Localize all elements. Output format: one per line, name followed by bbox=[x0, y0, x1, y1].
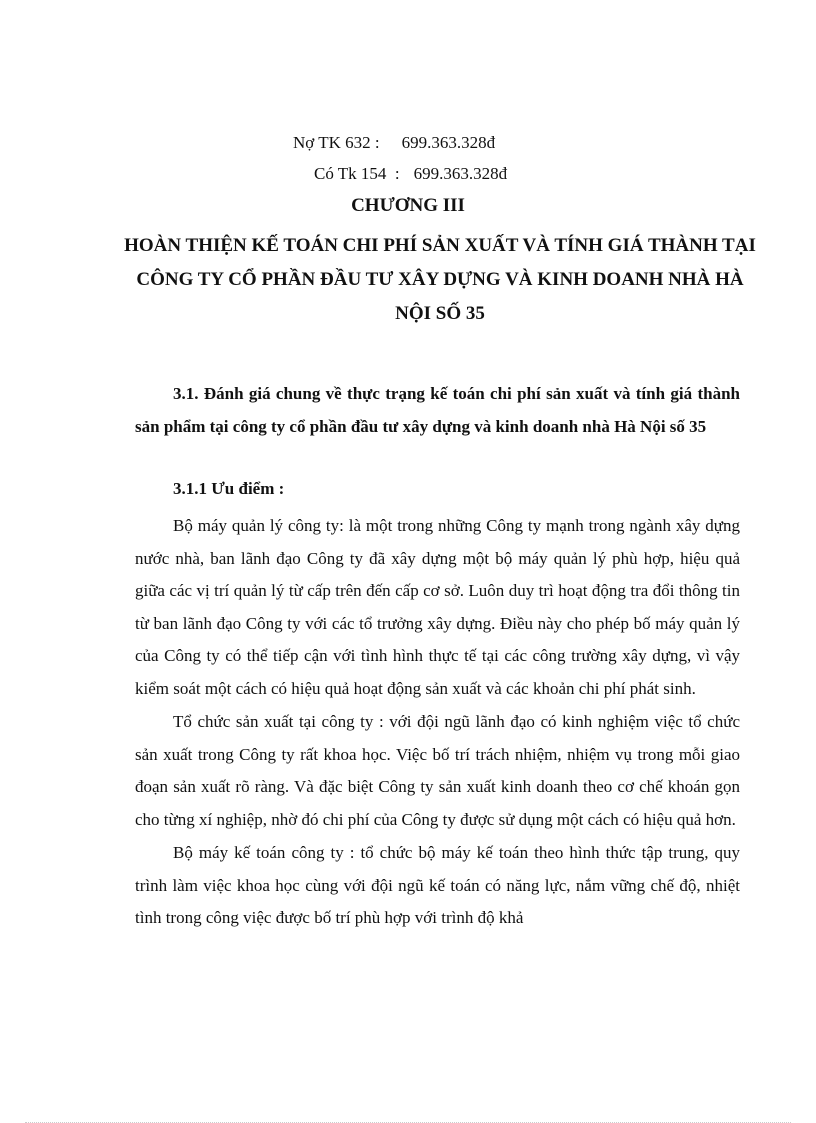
credit-entry bbox=[314, 164, 507, 184]
chapter-number: CHƯƠNG III bbox=[351, 195, 465, 216]
paragraph-management: Bộ máy quản lý công ty: là một trong những Công ty mạnh trong ngành xây dựng nước nhà, ban lãnh đạo Công ty đã xây dựng một bộ máy quản lý phù hợp, hiệu quả giữa các vị trí quản lý từ cấp trên đến cấp cơ sở. Luôn duy trì hoạt động tra đổi thông tin từ ban lãnh đạo Công ty với các tổ trưởng xây dựng. Điều này cho phép bố máy quản lý của Công ty có thể tiếp cận với tình hình thực tế tại các công trường xây dựng, vì vậy kiểm soát một cách có hiệu quả hoạt động sản xuất và các khoản chi phí phát sinh. bbox=[135, 516, 740, 698]
debit-entry bbox=[293, 133, 495, 153]
subsection-heading: 3.1.1 Ưu điểm : bbox=[173, 479, 285, 498]
credit-amount: 699.363.328đ bbox=[413, 164, 508, 183]
paragraph-production: Tổ chức sản xuất tại công ty : với đội ngũ lãnh đạo có kinh nghiệm việc tổ chức sản xuất trong Công ty rất khoa học. Việc bố trí trách nhiệm, nhiệm vụ trong mỗi giao đoạn sản xuất rõ ràng. Và đặc biệt Công ty sản xuất kinh doanh theo cơ chế khoán gọn cho từng xí nghiệp, nhờ đó chi phí của Công ty được sử dụng một cách có hiệu quả hơn. bbox=[135, 712, 740, 829]
debit-label: Nợ TK 632 : bbox=[293, 133, 380, 152]
body-text bbox=[135, 510, 740, 936]
debit-amount: 699.363.328đ bbox=[401, 133, 496, 152]
section-heading: 3.1. Đánh giá chung về thực trạng kế toán chi phí sản xuất và tính giá thành sản phẩm tại công ty cổ phần đầu tư xây dựng và kinh doanh nhà Hà Nội số 35 bbox=[135, 384, 740, 436]
credit-label: Có Tk 154 : bbox=[314, 164, 400, 183]
chapter-title: HOÀN THIỆN KẾ TOÁN CHI PHÍ SẢN XUẤT VÀ TÍNH GIÁ THÀNH TẠI CÔNG TY CỔ PHẦN ĐẦU TƯ XÂY DỰNG VÀ KINH DOANH NHÀ HÀ NỘI SỐ 35 bbox=[124, 235, 756, 324]
paragraph-accounting: Bộ máy kế toán công ty : tổ chức bộ máy kế toán theo hình thức tập trung, quy trình làm việc khoa học cùng với đội ngũ kế toán có năng lực, nắm vững chế độ, nhiệt tình trong công việc được bố trí phù hợp với trình độ khả bbox=[135, 843, 740, 927]
